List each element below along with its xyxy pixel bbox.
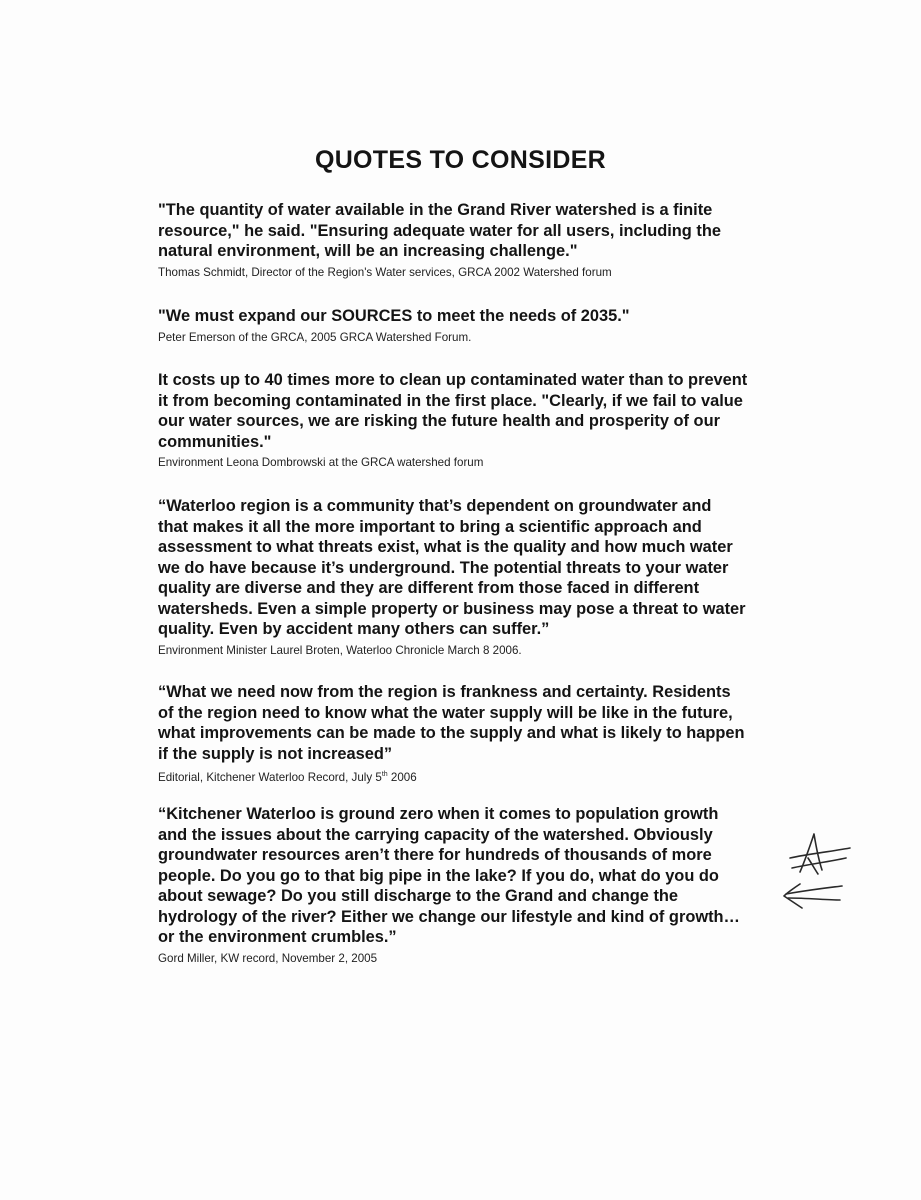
quote-2-attribution: Peter Emerson of the GRCA, 2005 GRCA Watershed Forum. bbox=[158, 330, 472, 344]
quote-1 bbox=[158, 200, 798, 280]
arrow-mark-icon bbox=[784, 884, 842, 908]
quote-5-attribution bbox=[158, 768, 798, 785]
quote-5-attribution-suffix: 2006 bbox=[387, 770, 417, 784]
quote-5-attribution-ordinal: th bbox=[381, 771, 388, 778]
quote-4-attribution: Environment Minister Laurel Broten, Waterloo Chronicle March 8 2006. bbox=[158, 643, 522, 657]
handwritten-annotation bbox=[778, 828, 858, 918]
quote-6-attribution: Gord Miller, KW record, November 2, 2005 bbox=[158, 951, 378, 965]
star-mark-icon bbox=[790, 834, 850, 874]
quote-6-text: “Kitchener Waterloo is ground zero when it comes to population growth and the issues about the carrying capacity of the watershed. Obviously groundwater resources aren’t there for hundreds of thousands of more people. Do you go to that big pipe in the lake? If you do, what do you do about sewage? Do you still discharge to the Grand and change the hydrology of the river? Either we change our lifestyle and kind of growth… or the environment crumbles.” bbox=[158, 805, 740, 946]
quote-3-text: It costs up to 40 times more to clean up contaminated water than to prevent it from becoming contaminated in the first place. "Clearly, if we fail to value our water sources, we are risking the future health and prosperity of our communities." bbox=[158, 371, 748, 451]
quote-2 bbox=[158, 306, 798, 345]
quote-5 bbox=[158, 682, 798, 785]
page-title: QUOTES TO CONSIDER bbox=[314, 146, 607, 174]
quote-4 bbox=[158, 496, 798, 658]
quote-4-text: “Waterloo region is a community that’s dependent on groundwater and that makes it all the more important to bring a scientific approach and assessment to what threats exist, what is the quality and how much water we do have because it’s underground. The potential threats to your water quality are diverse and they are different from those faced in different watersheds. Even a simple property or business may pose a threat to water quality. Even by accident many others can suffer.” bbox=[158, 497, 746, 638]
quote-1-attribution: Thomas Schmidt, Director of the Region's Water services, GRCA 2002 Watershed forum bbox=[158, 265, 612, 279]
quote-3 bbox=[158, 370, 798, 470]
quote-1-text: "The quantity of water available in the Grand River watershed is a finite resource," he said. "Ensuring adequate water for all users, including the natural environment, will be an increasing challenge." bbox=[158, 201, 721, 260]
quote-5-attribution-prefix: Editorial, Kitchener Waterloo Record, July 5 bbox=[158, 770, 382, 784]
quote-2-text: "We must expand our SOURCES to meet the needs of 2035." bbox=[158, 307, 630, 325]
quote-3-attribution: Environment Leona Dombrowski at the GRCA watershed forum bbox=[158, 456, 484, 469]
quote-6 bbox=[158, 804, 798, 966]
quote-5-text: “What we need now from the region is frankness and certainty. Residents of the region need to know what the water supply will be like in the future, what improvements can be made to the supply and what is likely to happen if the supply is not increased” bbox=[158, 683, 745, 763]
